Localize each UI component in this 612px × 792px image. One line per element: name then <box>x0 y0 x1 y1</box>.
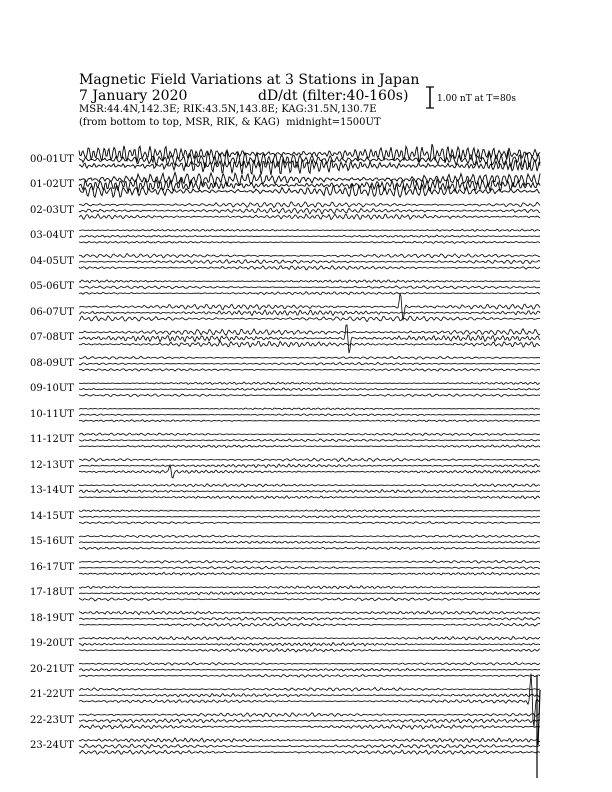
trace-kag-23-24UT <box>79 738 540 742</box>
hour-label: 17-18UT <box>30 587 74 599</box>
trace-rik-09-10UT <box>79 388 540 391</box>
hour-label: 14-15UT <box>30 510 74 522</box>
trace-kag-14-15UT <box>79 510 540 512</box>
trace-kag-06-07UT <box>79 294 540 321</box>
trace-kag-16-17UT <box>79 561 540 564</box>
trace-kag-11-12UT <box>79 433 540 436</box>
hour-label: 22-23UT <box>30 714 74 726</box>
trace-rik-13-14UT <box>79 490 540 493</box>
trace-rik-14-15UT <box>79 516 540 518</box>
trace-kag-03-04UT <box>79 229 540 231</box>
trace-kag-05-06UT <box>79 280 540 283</box>
hour-label: 19-20UT <box>30 638 74 650</box>
midnight-note: midnight=1500UT <box>286 117 381 128</box>
trace-rik-18-19UT <box>79 617 540 620</box>
trace-rik-23-24UT <box>79 744 540 748</box>
chart-header <box>79 72 419 88</box>
trace-kag-04-05UT <box>79 254 540 258</box>
trace-msr-06-07UT <box>79 316 540 322</box>
trace-msr-11-12UT <box>79 445 540 448</box>
order-note: (from bottom to top, MSR, RIK, & KAG) <box>79 117 280 128</box>
hour-label: 16-17UT <box>30 561 74 573</box>
trace-rik-17-18UT <box>79 592 540 595</box>
trace-msr-19-20UT <box>79 648 540 652</box>
trace-rik-19-20UT <box>79 643 540 647</box>
trace-msr-07-08UT <box>79 341 540 347</box>
trace-msr-14-15UT <box>79 522 540 524</box>
trace-msr-02-03UT <box>79 214 540 220</box>
hour-label: 06-07UT <box>30 306 74 318</box>
trace-msr-10-11UT <box>79 420 540 422</box>
chart-title: Magnetic Field Variations at 3 Stations in Japan <box>79 72 420 88</box>
trace-rik-02-03UT <box>79 208 540 214</box>
trace-msr-13-14UT <box>79 496 540 499</box>
hour-label: 04-05UT <box>30 255 74 267</box>
hour-label: 18-19UT <box>30 612 74 624</box>
trace-rik-06-07UT <box>79 310 540 316</box>
trace-rik-03-04UT <box>79 235 540 237</box>
trace-kag-21-22UT <box>79 688 540 692</box>
trace-rik-04-05UT <box>79 260 540 264</box>
trace-rik-12-13UT <box>79 464 540 468</box>
station-order-note <box>79 117 381 129</box>
hour-label: 13-14UT <box>30 485 74 497</box>
trace-kag-08-09UT <box>79 356 540 359</box>
hour-label: 07-08UT <box>30 332 74 344</box>
trace-msr-08-09UT <box>79 369 540 372</box>
trace-kag-10-11UT <box>79 408 540 410</box>
station-coordinates: MSR:44.4N,142.3E; RIK:43.5N,143.8E; KAG:31.5N,130.7E <box>79 104 377 115</box>
trace-rik-11-12UT <box>79 439 540 442</box>
trace-kag-20-21UT <box>79 662 540 665</box>
trace-kag-12-13UT <box>79 458 540 462</box>
trace-msr-20-21UT <box>79 675 540 678</box>
chart-quantity: dD/dt (filter:40-160s) <box>258 88 409 104</box>
trace-msr-23-24UT <box>79 750 540 754</box>
trace-msr-16-17UT <box>79 572 540 575</box>
trace-kag-02-03UT <box>79 202 540 208</box>
hour-label: 00-01UT <box>30 153 74 165</box>
trace-msr-12-13UT <box>79 465 540 478</box>
hour-label: 11-12UT <box>30 434 74 446</box>
trace-rik-20-21UT <box>79 669 540 672</box>
hour-label: 09-10UT <box>30 383 74 395</box>
hour-label: 05-06UT <box>30 281 74 293</box>
trace-rik-16-17UT <box>79 566 540 569</box>
trace-kag-07-08UT <box>79 329 540 336</box>
trace-msr-21-22UT <box>79 674 540 727</box>
hour-label: 02-03UT <box>30 204 74 216</box>
trace-rik-21-22UT <box>79 694 540 697</box>
trace-rik-05-06UT <box>79 286 540 289</box>
scale-bar-label: 1.00 nT at T=80s <box>437 94 517 104</box>
trace-msr-05-06UT <box>79 292 540 295</box>
hour-label: 15-16UT <box>30 536 74 548</box>
hour-label: 23-24UT <box>30 740 74 752</box>
scale-bar <box>426 87 434 108</box>
trace-rik-07-08UT <box>79 325 540 353</box>
hour-label: 20-21UT <box>30 663 74 675</box>
trace-msr-04-05UT <box>79 266 540 270</box>
trace-msr-22-23UT <box>79 725 540 730</box>
trace-msr-03-04UT <box>79 241 540 243</box>
trace-msr-15-16UT <box>79 547 540 549</box>
trace-msr-09-10UT <box>79 394 540 397</box>
trace-kag-18-19UT <box>79 611 540 615</box>
trace-msr-17-18UT <box>79 598 540 601</box>
trace-kag-19-20UT <box>79 636 540 640</box>
trace-kag-09-10UT <box>79 382 540 385</box>
chart-date: 7 January 2020 <box>79 88 188 104</box>
hour-label: 03-04UT <box>30 230 74 242</box>
trace-msr-18-19UT <box>79 623 540 626</box>
trace-kag-15-16UT <box>79 535 540 537</box>
trace-rik-10-11UT <box>79 414 540 416</box>
trace-kag-17-18UT <box>79 586 540 589</box>
hour-label: 12-13UT <box>30 459 74 471</box>
hour-label: 21-22UT <box>30 689 74 701</box>
trace-rik-22-23UT <box>79 719 540 723</box>
trace-rik-15-16UT <box>79 541 540 543</box>
trace-kag-13-14UT <box>79 484 540 487</box>
trace-group <box>79 144 540 778</box>
hour-label: 08-09UT <box>30 357 74 369</box>
hour-label: 10-11UT <box>30 408 74 420</box>
hour-label: 01-02UT <box>30 179 74 191</box>
trace-kag-22-23UT <box>79 713 540 717</box>
trace-rik-08-09UT <box>79 362 540 365</box>
